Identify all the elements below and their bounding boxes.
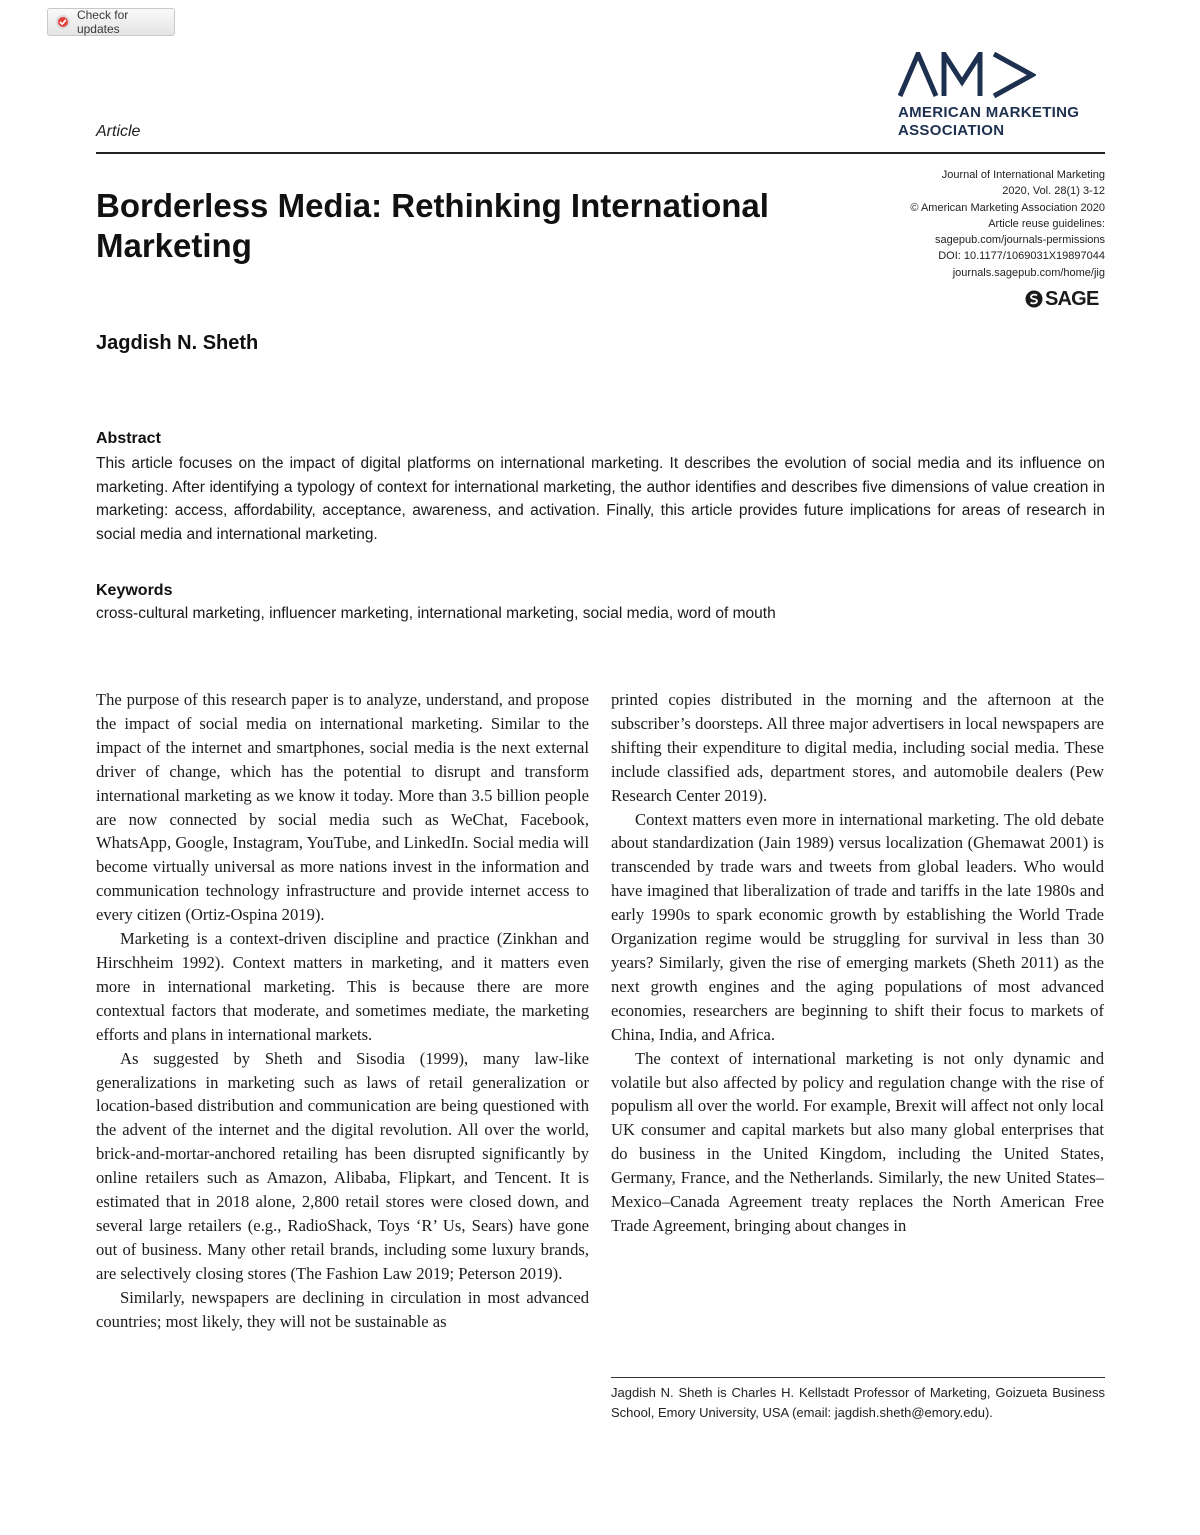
journal-home-link[interactable]: journals.sagepub.com/home/jig [952,266,1105,279]
footnote-divider [611,1377,1105,1378]
paragraph: Context matters even more in international marketing. The old debate about standardization (Jain 1989) versus localization (Ghemawat 2001) is transcended by trade wars and tweets from global leaders. Who would have imagined that liberalization of trade and tariffs in the late 1980s and early 1990s to spark economic growth by establishing the World Trade Organization regime would be struggling for survival in less than 30 years? Similarly, given the rise of emerging markets (Sheth 2011) as the next growth engines and the aging populations of most advanced economies, researchers are beginning to shift their focus to markets of China, India, and Africa. [611,809,1104,1044]
keywords-heading: Keywords [96,582,173,599]
check-for-updates-label: Check for updates [76,8,129,36]
sage-logo [1025,287,1105,311]
abstract-text: This article focuses on the impact of digital platforms on international marketing. It describes the evolution of social media and its influence on marketing. After identifying a typology of context for international marketing, the author identifies and describes five dimensions of value creation in marketing: access, affordability, acceptance, awareness, and activation. Finally, this article provides future implications for areas of research in social media and international marketing. [96,455,1105,543]
paragraph: As suggested by Sheth and Sisodia (1999), many law-like generalizations in marketing such as laws of retail generalization or location-based distribution and communication are being questioned with the advent of the internet and the digital revolution. All over the world, brick-and-mortar-anchored retailing has been disrupted significantly by online retailers such as Amazon, Alibaba, Flipkart, and Tencent. It is estimated that in 2018 alone, 2,800 retail stores were closed down, and several large retailers (e.g., RadioShack, Toys ‘R’ Us, Sears) have gone out of business. Many other retail brands, including some luxury brands, are selectively closing stores (The Fashion Law 2019; Peterson 2019). [96,1048,589,1283]
keywords-text: cross-cultural marketing, influencer marketing, international marketing, social media, word of mouth [96,605,776,622]
paragraph: The purpose of this research paper is to analyze, understand, and propose the impact of social media on international marketing. Similar to the impact of the internet and smartphones, social media is the next external driver of change, which has the potential to disrupt and transform international marketing as we know it today. More than 3.5 billion people are now connected by social media such as WeChat, Facebook, WhatsApp, Google, Instagram, YouTube, and LinkedIn. Social media will become virtually universal as more nations invest in the information and communication technology infrastructure and provide internet access to every citizen (Ortiz-Ospina 2019). [96,690,589,925]
abstract-heading: Abstract [96,430,161,447]
check-updates-icon [55,14,71,30]
reuse-label: Article reuse guidelines: [988,217,1105,230]
body-column-left [96,688,589,1333]
paragraph: Similarly, newspapers are declining in circulation in most advanced countries; most likely, they will not be sustainable as [96,1287,589,1331]
ama-name: AMERICAN MARKETING ASSOCIATION [898,104,1080,139]
author-name: Jagdish N. Sheth [96,332,259,354]
body-column-right [611,688,1104,1238]
sage-logo-text: SAGE [1045,287,1099,310]
article-type-label: Article [96,123,141,140]
paragraph: printed copies distributed in the morning and the afternoon at the subscriber’s doorsteps. All three major advertisers in local newspapers are shifting their expenditure to digital media, including social media. These include classified ads, department stores, and automobile dealers (Pew Research Center 2019). [611,690,1104,805]
check-for-updates-button[interactable] [47,8,175,36]
paragraph: The context of international marketing is not only dynamic and volatile but also affected by policy and regulation change with the rise of populism all over the world. For example, Brexit will affect not only local UK consumer and capital markets but also many global enterprises that do business in the United Kingdom, including the United States, Germany, France, and the Netherlands. Similarly, the new United States–Mexico–Canada Agreement treaty replaces the North American Free Trade Agreement, bringing about changes in [611,1048,1104,1235]
sage-logo-icon [1025,290,1043,308]
ama-logo [898,52,1108,140]
author-footnote: Jagdish N. Sheth is Charles H. Kellstadt Professor of Marketing, Goizueta Business School, Emory University, USA (email: jagdish.sheth@emory.edu). [611,1385,1105,1420]
journal-volume: 2020, Vol. 28(1) 3-12 [1002,185,1105,198]
doi-link[interactable]: DOI: 10.1177/1069031X19897044 [938,250,1105,263]
copyright: © American Marketing Association 2020 [910,201,1105,214]
paragraph: Marketing is a context-driven discipline and practice (Zinkhan and Hirschheim 1992). Context matters in marketing, and it matters even more in international marketing. This is because there are more contextual factors that moderate, and sometimes mediate, the marketing efforts and plans in international markets. [96,929,589,1044]
article-title: Borderless Media: Rethinking International Marketing [96,187,769,264]
ama-logo-mark [898,52,1036,98]
header-divider [96,152,1105,154]
journal-info [830,167,1105,281]
journal-name: Journal of International Marketing [941,169,1105,181]
reuse-link[interactable]: sagepub.com/journals-permissions [935,234,1105,247]
